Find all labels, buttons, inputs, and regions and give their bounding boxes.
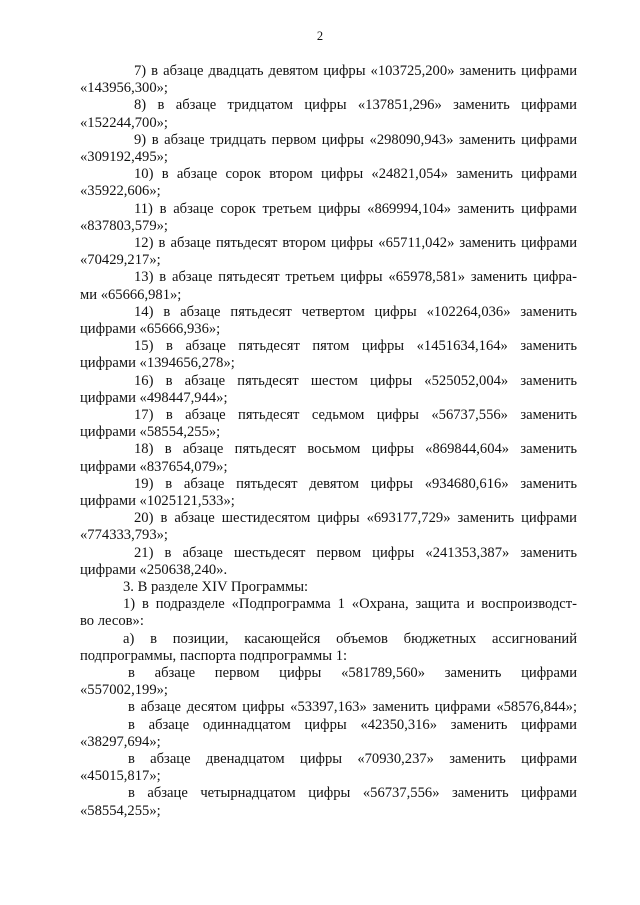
page-number: 2	[316, 29, 324, 43]
text-line: «837803,579»;	[80, 218, 168, 234]
text-line: а) в позиции, касающейся объемов бюджетных ассигнований	[123, 631, 577, 647]
text-line: цифрами «837654,079»;	[80, 459, 228, 475]
text-line: «152244,700»;	[80, 115, 168, 131]
text-line: ми «65666,981»;	[80, 287, 182, 303]
text-line: 14) в абзаце пятьдесят четвертом цифры «102264,036» заменить	[134, 304, 577, 320]
text-line: «45015,817»;	[80, 768, 161, 784]
text-line: 21) в абзаце шестьдесят первом цифры «241353,387» заменить	[134, 545, 577, 561]
text-line: цифрами «58554,255»;	[80, 424, 221, 440]
text-line: «38297,694»;	[80, 734, 161, 750]
text-line: «58554,255»;	[80, 803, 161, 819]
text-line: в абзаце десятом цифры «53397,163» заменить цифрами «58576,844»;	[128, 699, 577, 715]
text-line: 16) в абзаце пятьдесят шестом цифры «525052,004» заменить	[134, 373, 577, 389]
text-line: в абзаце двенадцатом цифры «70930,237» заменить цифрами	[128, 751, 577, 767]
text-line: цифрами «65666,936»;	[80, 321, 221, 337]
text-line: подпрограммы, паспорта подпрограммы 1:	[80, 648, 348, 664]
text-line: «35922,606»;	[80, 183, 161, 199]
text-line: цифрами «1394656,278»;	[80, 355, 235, 371]
text-line: 15) в абзаце пятьдесят пятом цифры «1451634,164» заменить	[134, 338, 577, 354]
text-line: в абзаце первом цифры «581789,560» заменить цифрами	[128, 665, 577, 681]
text-line: «70429,217»;	[80, 252, 161, 268]
text-line: цифрами «498447,944»;	[80, 390, 228, 406]
text-line: в абзаце четырнадцатом цифры «56737,556» заменить цифрами	[128, 785, 577, 801]
text-line: 18) в абзаце пятьдесят восьмом цифры «869844,604» заменить	[134, 441, 577, 457]
text-line: 10) в абзаце сорок втором цифры «24821,054» заменить цифрами	[134, 166, 577, 182]
text-line: цифрами «250638,240».	[80, 562, 228, 578]
text-line: 13) в абзаце пятьдесят третьем цифры «65978,581» заменить цифра-	[134, 269, 577, 285]
text-line: в абзаце одиннадцатом цифры «42350,316» заменить цифрами	[128, 717, 577, 733]
text-line: «143956,300»;	[80, 80, 168, 96]
text-line: 20) в абзаце шестидесятом цифры «693177,729» заменить цифрами	[134, 510, 577, 526]
text-line: 1) в подразделе «Подпрограмма 1 «Охрана, защита и воспроизводст-	[123, 596, 577, 612]
text-line: 7) в абзаце двадцать девятом цифры «103725,200» заменить цифрами	[134, 63, 577, 79]
text-line: 19) в абзаце пятьдесят девятом цифры «934680,616» заменить	[134, 476, 577, 492]
text-line: во лесов»:	[80, 613, 144, 629]
text-line: цифрами «1025121,533»;	[80, 493, 235, 509]
text-line: «309192,495»;	[80, 149, 168, 165]
text-line: «774333,793»;	[80, 527, 168, 543]
text-line: «557002,199»;	[80, 682, 168, 698]
text-line: 17) в абзаце пятьдесят седьмом цифры «56737,556» заменить	[134, 407, 577, 423]
text-line: 11) в абзаце сорок третьем цифры «869994,104» заменить цифрами	[134, 201, 577, 217]
section-heading: 3. В разделе XIV Программы:	[123, 579, 309, 595]
text-line: 8) в абзаце тридцатом цифры «137851,296» заменить цифрами	[134, 97, 577, 113]
text-line: 9) в абзаце тридцать первом цифры «298090,943» заменить цифрами	[134, 132, 577, 148]
text-line: 12) в абзаце пятьдесят втором цифры «65711,042» заменить цифрами	[134, 235, 577, 251]
